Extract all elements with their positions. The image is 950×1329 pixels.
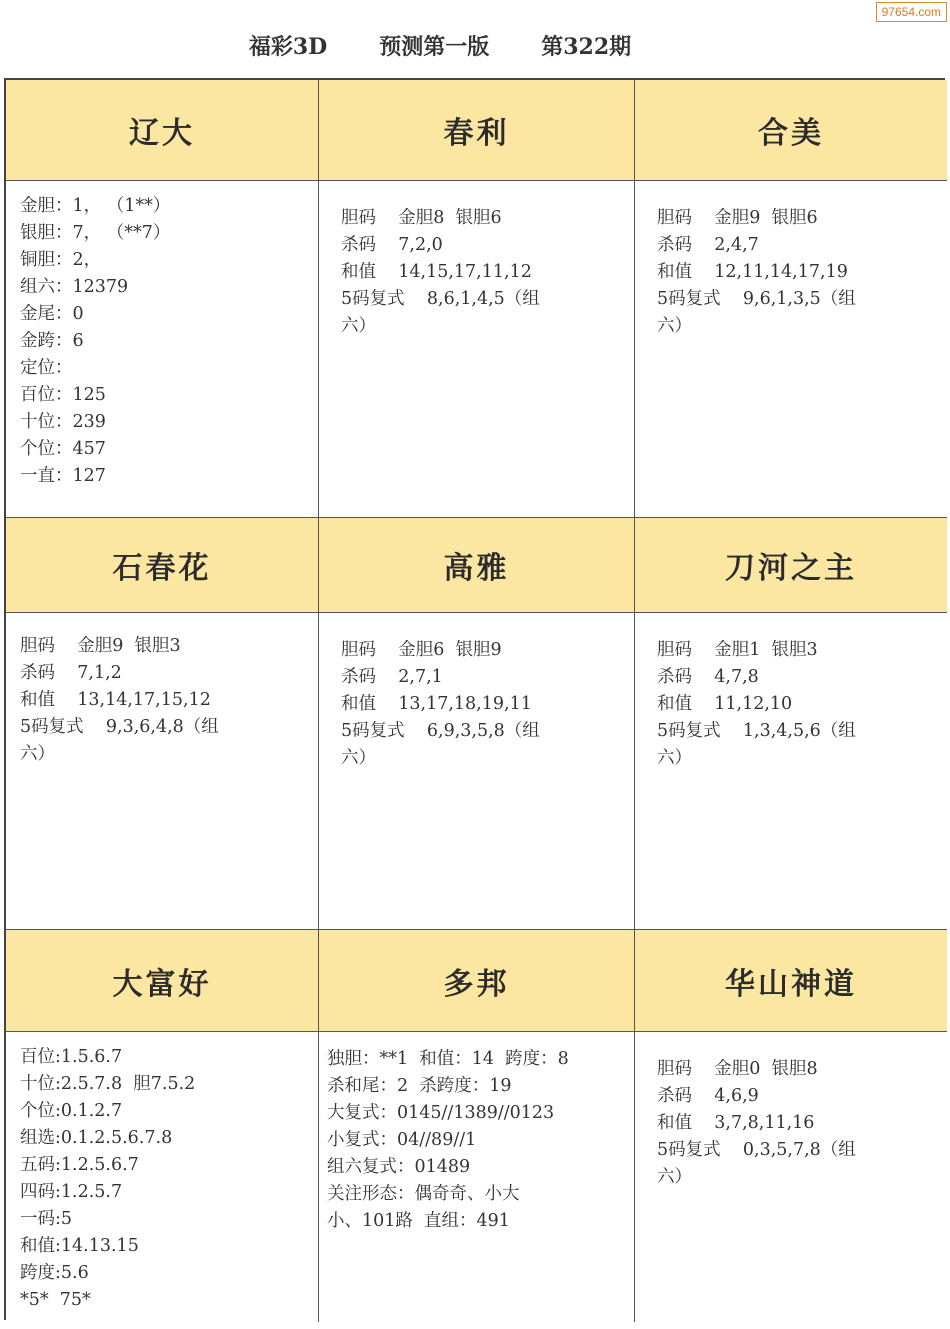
prediction-line: 六） (657, 316, 692, 336)
prediction-shichunhua (6, 613, 319, 930)
prediction-line: 组选:0.1.2.5.6.7.8 (20, 1128, 173, 1148)
prediction-line: 金胆：1， （1**） (20, 196, 171, 216)
prediction-line: 杀码 2,7,1 (341, 667, 443, 687)
prediction-line: 四码:1.2.5.7 (20, 1182, 123, 1202)
expert-name-dafuhao: 大富好 (6, 930, 319, 1032)
prediction-line: 和值 13,14,17,15,12 (20, 690, 211, 710)
prediction-line: 杀码 7,1,2 (20, 663, 122, 683)
prediction-line: *5* 75* (20, 1290, 91, 1310)
prediction-line: 跨度:5.6 (20, 1263, 89, 1283)
prediction-line: 百位：125 (20, 385, 106, 405)
prediction-line: 5码复式 8,6,1,4,5（组 (341, 289, 540, 309)
prediction-line: 大复式：0145//1389//0123 (327, 1103, 555, 1123)
prediction-line: 和值 12,11,14,17,19 (657, 262, 848, 282)
prediction-line: 小、101路 直组：491 (327, 1211, 510, 1231)
prediction-line: 百位:1.5.6.7 (20, 1047, 123, 1067)
prediction-gaoya (319, 613, 635, 930)
expert-name-chunli: 春利 (319, 80, 635, 181)
prediction-line: 胆码 金胆9 银胆6 (657, 208, 818, 228)
prediction-line: 金尾：0 (20, 304, 84, 324)
prediction-line: 5码复式 0,3,5,7,8（组 (657, 1140, 856, 1160)
prediction-line: 定位： (20, 358, 73, 378)
prediction-line: 胆码 金胆6 银胆9 (341, 640, 502, 660)
prediction-line: 胆码 金胆9 银胆3 (20, 636, 181, 656)
prediction-daohezhizhu (635, 613, 947, 930)
prediction-line: 胆码 金胆1 银胆3 (657, 640, 818, 660)
prediction-line: 杀和尾：2 杀跨度：19 (327, 1076, 512, 1096)
prediction-line: 组六：12379 (20, 277, 129, 297)
prediction-line: 金跨：6 (20, 331, 84, 351)
prediction-line: 和值 13,17,18,19,11 (341, 694, 532, 714)
prediction-line: 一码:5 (20, 1209, 73, 1229)
prediction-line: 5码复式 9,6,1,3,5（组 (657, 289, 856, 309)
prediction-line: 杀码 7,2,0 (341, 235, 443, 255)
expert-name-gaoya: 高雅 (319, 518, 635, 613)
prediction-line: 个位:0.1.2.7 (20, 1101, 123, 1121)
prediction-line: 和值 14,15,17,11,12 (341, 262, 532, 282)
prediction-line: 胆码 金胆8 银胆6 (341, 208, 502, 228)
expert-name-duobang: 多邦 (319, 930, 635, 1032)
prediction-line: 5码复式 9,3,6,4,8（组 (20, 717, 219, 737)
prediction-huashanshendao (635, 1032, 947, 1322)
prediction-line: 个位：457 (20, 439, 106, 459)
prediction-line: 六） (657, 1167, 692, 1187)
prediction-line: 小复式：04//89//1 (327, 1130, 477, 1150)
prediction-line: 关注形态：偶奇奇、小大 (327, 1184, 520, 1204)
expert-name-liaoda: 辽大 (6, 80, 319, 181)
prediction-line: 六） (20, 744, 55, 764)
prediction-line: 组六复式：01489 (327, 1157, 471, 1177)
prediction-line: 独胆：**1 和值：14 跨度：8 (327, 1049, 569, 1069)
prediction-line: 一直：127 (20, 466, 106, 486)
expert-name-huashanshendao: 华山神道 (635, 930, 947, 1032)
prediction-line: 和值 11,12,10 (657, 694, 793, 714)
prediction-table (4, 78, 945, 1320)
prediction-line: 杀码 4,6,9 (657, 1086, 759, 1106)
prediction-line: 5码复式 6,9,3,5,8（组 (341, 721, 540, 741)
expert-name-hemei: 合美 (635, 80, 947, 181)
prediction-line: 胆码 金胆0 银胆8 (657, 1059, 818, 1079)
prediction-chunli (319, 181, 635, 518)
prediction-line: 杀码 4,7,8 (657, 667, 759, 687)
prediction-line: 十位：239 (20, 412, 106, 432)
prediction-liaoda (6, 181, 319, 518)
prediction-line: 十位:2.5.7.8 胆7.5.2 (20, 1074, 196, 1094)
prediction-line: 六） (341, 748, 376, 768)
prediction-duobang (319, 1032, 635, 1322)
prediction-line: 银胆：7， （**7） (20, 223, 171, 243)
prediction-line: 和值:14.13.15 (20, 1236, 139, 1256)
prediction-line: 杀码 2,4,7 (657, 235, 759, 255)
prediction-line: 五码:1.2.5.6.7 (20, 1155, 139, 1175)
prediction-dafuhao (6, 1032, 319, 1322)
site-watermark: 97654.com (876, 2, 947, 22)
expert-name-daohezhizhu: 刀河之主 (635, 518, 947, 613)
expert-name-shichunhua: 石春花 (6, 518, 319, 613)
issue-number: 第322期 (541, 33, 632, 60)
lottery-title: 福彩3D (248, 33, 328, 60)
prediction-hemei (635, 181, 947, 518)
page-header (0, 22, 880, 68)
edition-title: 预测第一版 (379, 33, 490, 60)
prediction-line: 铜胆：2， (20, 250, 102, 270)
prediction-line: 和值 3,7,8,11,16 (657, 1113, 815, 1133)
prediction-line: 六） (657, 748, 692, 768)
prediction-line: 5码复式 1,3,4,5,6（组 (657, 721, 856, 741)
prediction-line: 六） (341, 316, 376, 336)
